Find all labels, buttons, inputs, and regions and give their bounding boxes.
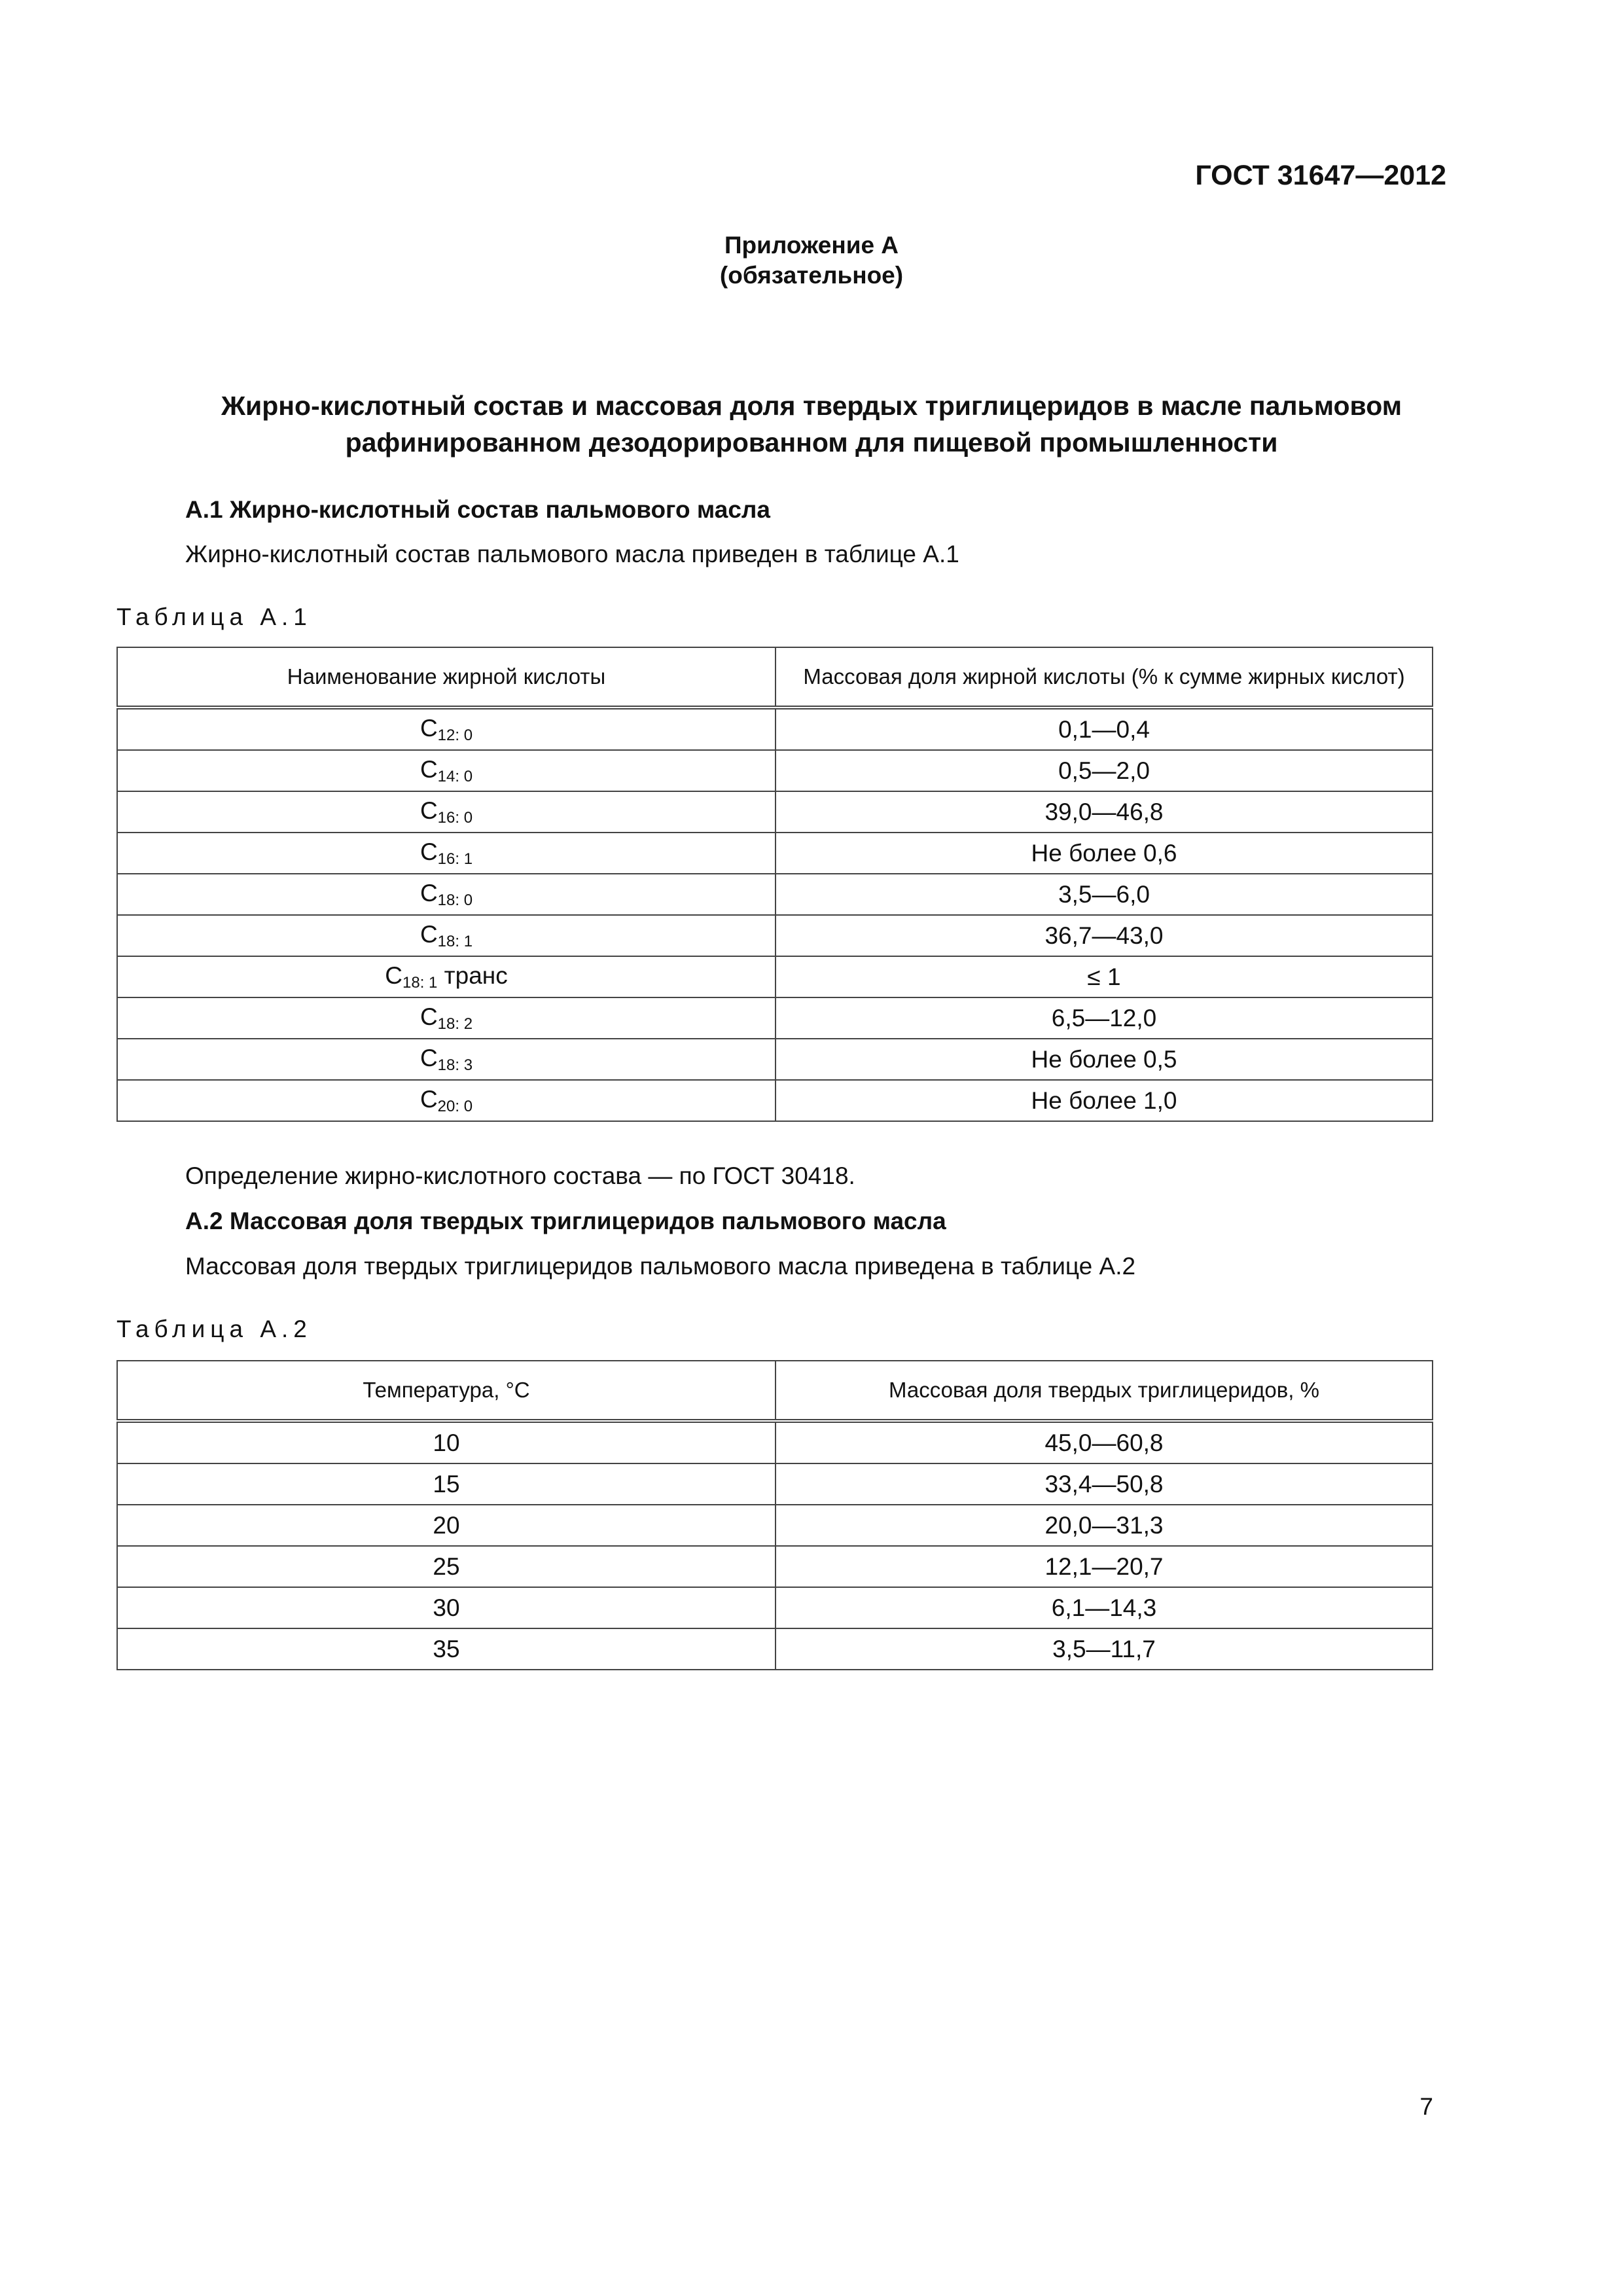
temperature-value: 15 — [117, 1463, 776, 1505]
table-a2 — [116, 1360, 1433, 1670]
fatty-acid-name: $C_{18: 0}$ — [117, 874, 776, 915]
fatty-acid-name: $C_{18: 2}$ — [117, 997, 776, 1039]
table-a2-header-temp: Температура, °С — [117, 1361, 776, 1421]
table-a2-header-share: Массовая доля твердых триглицеридов, % — [776, 1361, 1433, 1421]
main-title: Жирно-кислотный состав и массовая доля твердых триглицеридов в масле пальмовом рафинированном дезодорированном для пищевой промышленности — [221, 391, 1402, 457]
table-row — [117, 874, 1433, 915]
mass-fraction-value: Не более 0,5 — [776, 1039, 1433, 1080]
temperature-value: 25 — [117, 1546, 776, 1587]
table-row — [117, 1421, 1433, 1463]
fatty-acid-name: $C_{18: 1}$ транс — [117, 956, 776, 997]
temperature-value: 20 — [117, 1505, 776, 1546]
annex-status: (обязательное) — [719, 262, 904, 289]
fatty-acid-name: $C_{16: 1}$ — [117, 833, 776, 874]
standard-number: ГОСТ 31647—2012 — [1195, 160, 1446, 191]
section-a1-note: Определение жирно-кислотного состава — по ГОСТ 30418. — [185, 1162, 855, 1189]
table-row — [117, 1039, 1433, 1080]
table-row — [117, 1628, 1433, 1670]
fatty-acid-name: $C_{18: 1}$ — [117, 915, 776, 956]
mass-fraction-value: ≤ 1 — [776, 956, 1433, 997]
solid-triglycerides-value: 20,0—31,3 — [776, 1505, 1433, 1546]
fatty-acid-name: $C_{18: 3}$ — [117, 1039, 776, 1080]
table-row — [117, 833, 1433, 874]
mass-fraction-value: Не более 0,6 — [776, 833, 1433, 874]
section-a1-heading: А.1 Жирно-кислотный состав пальмового масла — [185, 496, 770, 523]
table-row — [117, 915, 1433, 956]
table-row — [117, 1080, 1433, 1121]
table-row — [117, 997, 1433, 1039]
temperature-value: 10 — [117, 1421, 776, 1463]
table-row — [117, 1587, 1433, 1628]
table-row — [117, 1505, 1433, 1546]
fatty-acid-name: $C_{20: 0}$ — [117, 1080, 776, 1121]
page-number: 7 — [1419, 2093, 1433, 2120]
solid-triglycerides-value: 45,0—60,8 — [776, 1421, 1433, 1463]
annex-title: Приложение А — [724, 232, 899, 259]
table-a1 — [116, 647, 1433, 1122]
section-a2-intro: Массовая доля твердых триглицеридов пальмового масла приведена в таблице А.2 — [185, 1253, 1136, 1280]
mass-fraction-value: 39,0—46,8 — [776, 791, 1433, 833]
solid-triglycerides-value: 3,5—11,7 — [776, 1628, 1433, 1670]
table-a1-caption: Таблица А.1 — [116, 603, 312, 630]
mass-fraction-value: 36,7—43,0 — [776, 915, 1433, 956]
table-a1-header-share: Массовая доля жирной кислоты (% к сумме жирных кислот) — [776, 647, 1433, 708]
table-row — [117, 750, 1433, 791]
table-row — [117, 1463, 1433, 1505]
mass-fraction-value: 3,5—6,0 — [776, 874, 1433, 915]
mass-fraction-value: Не более 1,0 — [776, 1080, 1433, 1121]
table-a2-caption: Таблица А.2 — [116, 1316, 312, 1342]
mass-fraction-value: 0,5—2,0 — [776, 750, 1433, 791]
table-a1-header-acid: Наименование жирной кислоты — [117, 647, 776, 708]
table-row — [117, 791, 1433, 833]
section-a1-intro: Жирно-кислотный состав пальмового масла приведен в таблице А.1 — [185, 541, 959, 567]
mass-fraction-value: 0,1—0,4 — [776, 708, 1433, 750]
table-row — [117, 956, 1433, 997]
fatty-acid-name: $C_{16: 0}$ — [117, 791, 776, 833]
section-a2-heading: А.2 Массовая доля твердых триглицеридов пальмового масла — [185, 1208, 946, 1234]
solid-triglycerides-value: 33,4—50,8 — [776, 1463, 1433, 1505]
temperature-value: 35 — [117, 1628, 776, 1670]
mass-fraction-value: 6,5—12,0 — [776, 997, 1433, 1039]
solid-triglycerides-value: 12,1—20,7 — [776, 1546, 1433, 1587]
fatty-acid-name: $C_{14: 0}$ — [117, 750, 776, 791]
solid-triglycerides-value: 6,1—14,3 — [776, 1587, 1433, 1628]
table-row — [117, 1546, 1433, 1587]
table-row — [117, 708, 1433, 750]
temperature-value: 30 — [117, 1587, 776, 1628]
fatty-acid-name: $C_{12: 0}$ — [117, 708, 776, 750]
